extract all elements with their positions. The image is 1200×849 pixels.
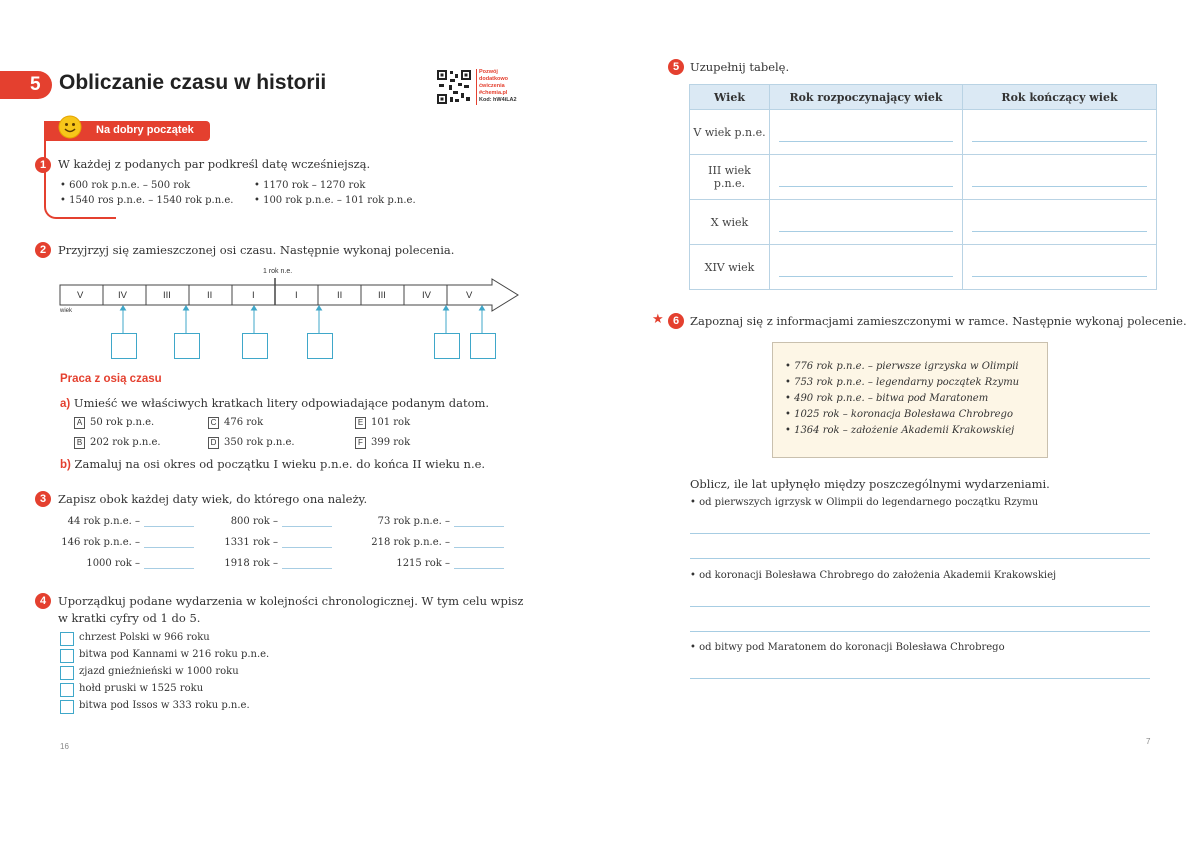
- table-header: Rok rozpoczynający wiek: [770, 85, 963, 110]
- event-item: bitwa pod Kannami w 216 roku p.n.e.: [79, 649, 270, 660]
- exercise-3-number: 3: [35, 491, 51, 507]
- ex3-answer-line[interactable]: [282, 568, 332, 569]
- answer-cell[interactable]: [963, 200, 1157, 245]
- ex3-answer-line[interactable]: [454, 526, 504, 527]
- task-a: a) Umieść we właściwych kratkach litery odpowiadające podanym datom.: [60, 396, 490, 410]
- date-item: F 399 rok: [355, 437, 410, 449]
- axis-numeral: V: [77, 290, 84, 301]
- date-item: E 101 rok: [355, 417, 410, 429]
- ex3-date: 73 rok p.n.e. –: [377, 516, 450, 527]
- exercise-5-text: Uzupełnij tabelę.: [690, 60, 790, 74]
- ex1-item[interactable]: • 1540 ros p.n.e. – 1540 rok p.n.e.: [60, 195, 234, 206]
- question-item: • od bitwy pod Maratonem do koronacji Bolesława Chrobrego: [690, 642, 1005, 653]
- axis-numeral: III: [163, 290, 171, 301]
- qr-note: Pozwój dodatkowo ćwiczenia #chemia.pl Kod: hW4iLA2: [479, 69, 517, 103]
- century-cell: III wiek p.n.e.: [690, 155, 770, 200]
- page-number-left: 16: [60, 742, 69, 751]
- order-checkbox[interactable]: [60, 700, 74, 714]
- chapter-tab: [0, 71, 52, 99]
- answer-cell[interactable]: [963, 245, 1157, 290]
- qr-code: [436, 69, 472, 105]
- axis-marker-label: 1 rok n.e.: [263, 268, 293, 275]
- timeline-answer-box[interactable]: [434, 333, 460, 359]
- page-number-right: 7: [1146, 737, 1151, 746]
- event-item: chrzest Polski w 966 roku: [79, 632, 210, 643]
- page-title: Obliczanie czasu w historii: [59, 71, 327, 94]
- ex3-date: 1000 rok –: [86, 558, 140, 569]
- answer-line[interactable]: [690, 558, 1150, 559]
- ex3-answer-line[interactable]: [282, 547, 332, 548]
- axis-numeral: II: [207, 290, 213, 301]
- ex3-date: 218 rok p.n.e. –: [371, 537, 450, 548]
- order-checkbox[interactable]: [60, 632, 74, 646]
- table-row: [690, 200, 1157, 245]
- question-item: • od pierwszych igrzysk w Olimpii do legendarnego początku Rzymu: [690, 497, 1039, 508]
- table-row: [690, 155, 1157, 200]
- chapter-number: 5: [30, 74, 41, 95]
- table-row: [690, 245, 1157, 290]
- event-item: hołd pruski w 1525 roku: [79, 683, 204, 694]
- ex3-date: 800 rok –: [230, 516, 278, 527]
- exercise-1-text: W każdej z podanych par podkreśl datę wcześniejszą.: [58, 157, 371, 171]
- start-badge-label: Na dobry początek: [96, 124, 194, 136]
- timeline-answer-box[interactable]: [174, 333, 200, 359]
- answer-cell[interactable]: [770, 245, 963, 290]
- table-row: [690, 110, 1157, 155]
- answer-line[interactable]: [690, 606, 1150, 607]
- ex3-date: 1918 rok –: [224, 558, 278, 569]
- ex3-date: 1215 rok –: [396, 558, 450, 569]
- answer-cell[interactable]: [770, 155, 963, 200]
- table-header: Wiek: [690, 85, 770, 110]
- fact-item: • 1025 rok – koronacja Bolesława Chrobrego: [785, 409, 1013, 420]
- answer-line[interactable]: [690, 631, 1150, 632]
- order-checkbox[interactable]: [60, 683, 74, 697]
- task-b: b) Zamaluj na osi okres od początku I wieku p.n.e. do końca II wieku n.e.: [60, 457, 486, 471]
- exercise-6-number: 6: [668, 313, 684, 329]
- exercise-4-text: Uporządkuj podane wydarzenia w kolejności chronologicznej. W tym celu wpisz: [58, 594, 524, 608]
- event-item: zjazd gnieźnieński w 1000 roku: [79, 666, 239, 677]
- exercise-6-text: Zapoznaj się z informacjami zamieszczonymi w ramce. Następnie wykonaj polecenie.: [690, 314, 1187, 328]
- ex1-item[interactable]: • 100 rok p.n.e. – 101 rok p.n.e.: [254, 195, 416, 206]
- answer-cell[interactable]: [963, 110, 1157, 155]
- axis-numeral: IV: [118, 290, 127, 301]
- axis-numeral: I: [295, 290, 298, 301]
- axis-numeral: III: [378, 290, 386, 301]
- answer-line[interactable]: [690, 533, 1150, 534]
- axis-left-label: wiek: [60, 308, 73, 314]
- question-item: • od koronacji Bolesława Chrobrego do założenia Akademii Krakowskiej: [690, 570, 1057, 581]
- exercise-2-text: Przyjrzyj się zamieszczonej osi czasu. Następnie wykonaj polecenia.: [58, 243, 455, 257]
- table-header: Rok kończący wiek: [963, 85, 1157, 110]
- order-checkbox[interactable]: [60, 666, 74, 680]
- ex3-date: 1331 rok –: [224, 537, 278, 548]
- ex3-answer-line[interactable]: [454, 547, 504, 548]
- fact-item: • 1364 rok – założenie Akademii Krakowskiej: [785, 425, 1015, 436]
- exercise-2-number: 2: [35, 242, 51, 258]
- ex3-answer-line[interactable]: [454, 568, 504, 569]
- ex1-item[interactable]: • 600 rok p.n.e. – 500 rok: [60, 180, 191, 191]
- exercise-4-text: w kratki cyfry od 1 do 5.: [58, 611, 201, 625]
- exercise-3-text: Zapisz obok każdej daty wiek, do którego ona należy.: [58, 492, 368, 506]
- ex3-date: 146 rok p.n.e. –: [61, 537, 140, 548]
- century-cell: XIV wiek: [690, 245, 770, 290]
- smiley-icon: [58, 115, 82, 143]
- timeline-answer-box[interactable]: [242, 333, 268, 359]
- axis-numeral: I: [252, 290, 255, 301]
- date-item: D 350 rok p.n.e.: [208, 437, 295, 449]
- answer-line[interactable]: [690, 678, 1150, 679]
- exercise-4-number: 4: [35, 593, 51, 609]
- answer-cell[interactable]: [963, 155, 1157, 200]
- axis-numeral: IV: [422, 290, 431, 301]
- date-item: B 202 rok p.n.e.: [74, 437, 161, 449]
- exercise-5-number: 5: [668, 59, 684, 75]
- ex3-date: 44 rok p.n.e. –: [67, 516, 140, 527]
- axis-numeral: V: [466, 290, 473, 301]
- instruction: Oblicz, ile lat upłynęło między poszczególnymi wydarzeniami.: [690, 477, 1050, 491]
- date-item: A 50 rok p.n.e.: [74, 417, 154, 429]
- ex3-answer-line[interactable]: [282, 526, 332, 527]
- century-cell: V wiek p.n.e.: [690, 110, 770, 155]
- centuries-table: [689, 84, 1157, 290]
- exercise-1-number: 1: [35, 157, 51, 173]
- century-cell: X wiek: [690, 200, 770, 245]
- axis-numeral: II: [337, 290, 343, 301]
- timeline-answer-box[interactable]: [307, 333, 333, 359]
- answer-cell[interactable]: [770, 200, 963, 245]
- fact-item: • 753 rok p.n.e. – legendarny początek Rzymu: [785, 377, 1020, 388]
- answer-cell[interactable]: [770, 110, 963, 155]
- event-item: bitwa pod Issos w 333 roku p.n.e.: [79, 700, 250, 711]
- qr-divider: [476, 69, 477, 105]
- star-icon: ★: [652, 312, 664, 327]
- fact-item: • 490 rok p.n.e. – bitwa pod Maratonem: [785, 393, 989, 404]
- timeline-answer-box[interactable]: [111, 333, 137, 359]
- ex1-item[interactable]: • 1170 rok – 1270 rok: [254, 180, 366, 191]
- date-item: C 476 rok: [208, 417, 263, 429]
- subheading: Praca z osią czasu: [60, 373, 162, 385]
- fact-item: • 776 rok p.n.e. – pierwsze igrzyska w Olimpii: [785, 361, 1019, 372]
- order-checkbox[interactable]: [60, 649, 74, 663]
- timeline-answer-box[interactable]: [470, 333, 496, 359]
